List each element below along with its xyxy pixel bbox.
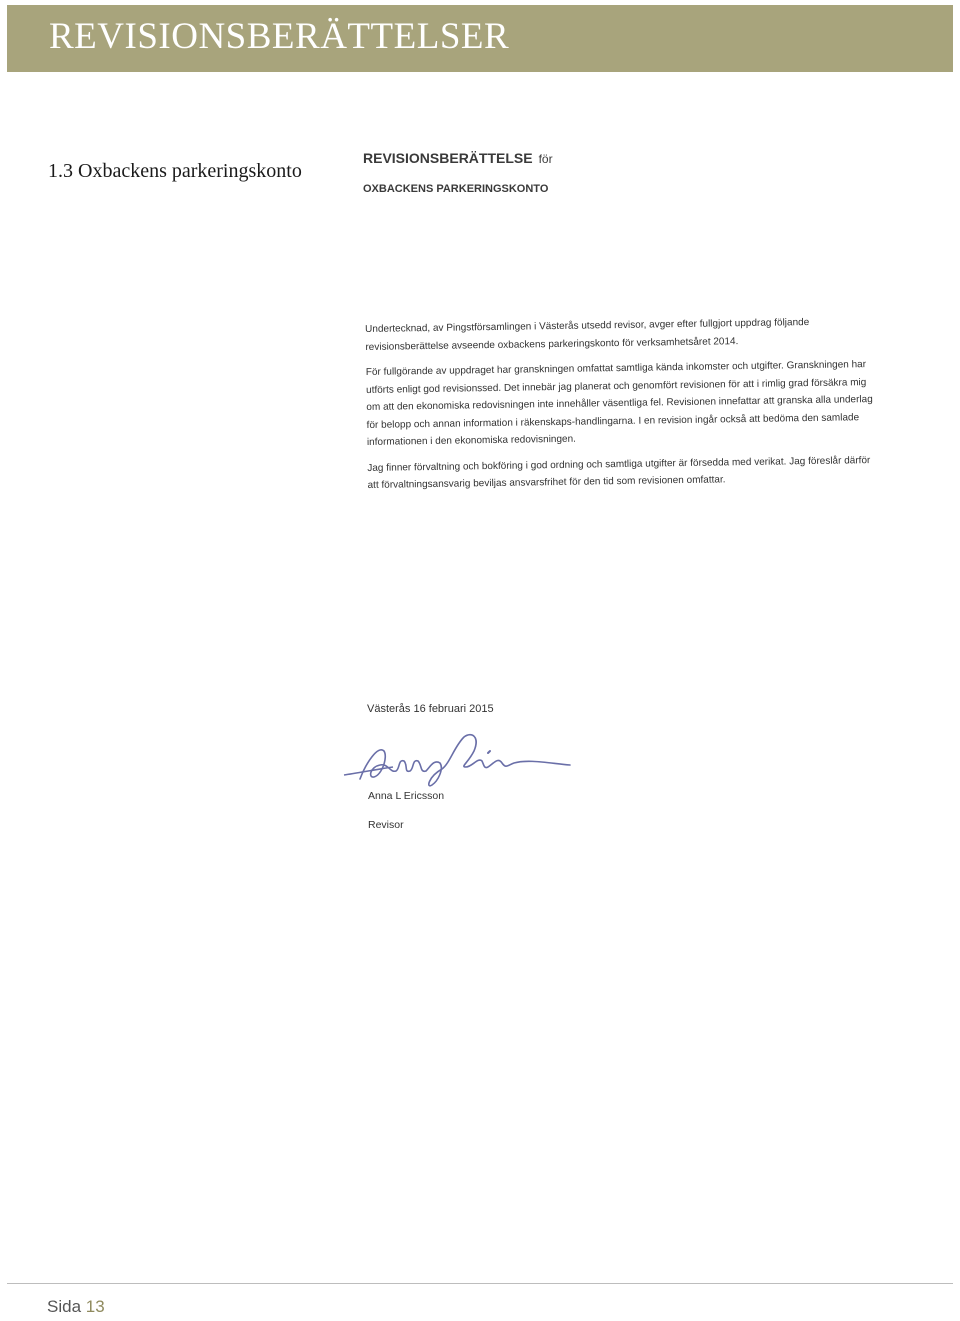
place-date: Västerås 16 februari 2015 <box>367 703 494 715</box>
scan-title <box>363 150 553 166</box>
page-title: REVISIONSBERÄTTELSER <box>49 16 510 57</box>
footer-divider <box>7 1283 953 1284</box>
signer-name: Anna L Ericsson <box>368 790 445 802</box>
scan-title-text: REVISIONSBERÄTTELSE <box>363 150 533 166</box>
page-label: Sida <box>47 1297 82 1316</box>
page-number: 13 <box>85 1297 105 1316</box>
section-heading: 1.3 Oxbackens parkeringskonto <box>48 160 302 182</box>
signer-role: Revisor <box>368 819 404 831</box>
body-paragraph: Undertecknad, av Pingstförsamlingen i Västerås utsedd revisor, avger efter fullgjort uppdrag följande revisionsberättelse avseende oxbackens parkeringskonto för verksamhetsåret 2014. <box>365 317 810 353</box>
body-paragraph: Jag finner förvaltning och bokföring i god ordning och samtliga utgifter är försedda med verikat. Jag föreslår därför att förvaltningsansvarig beviljas ansvarsfrihet för den tid som revisionen omfattar. <box>367 454 871 491</box>
scan-subtitle: OXBACKENS PARKERINGSKONTO <box>363 183 549 195</box>
body-paragraph: För fullgörande av uppdraget har granskningen omfattat samtliga kända inkomster och utgifter. Granskningen har utförts enligt god revisionssed. Det innebär jag planerat och genomfört revisionen för att i rimlig grad försäkra mig om att den ekonomiska redovisningen inte innehåller väsentliga fel. Revisionen innefattar att granska alla underlag för belopp och annan information i räkenskaps-handlingarna. I en revision ingår också att bedöma den samlade informationen i den ekonomiska redovisningen. <box>365 359 873 448</box>
handwritten-signature <box>338 723 588 798</box>
scanned-audit-report <box>360 145 880 845</box>
page-footer <box>47 1297 105 1317</box>
header-bar <box>7 5 953 72</box>
scan-body <box>365 313 878 502</box>
scan-title-suffix: för <box>538 152 553 166</box>
